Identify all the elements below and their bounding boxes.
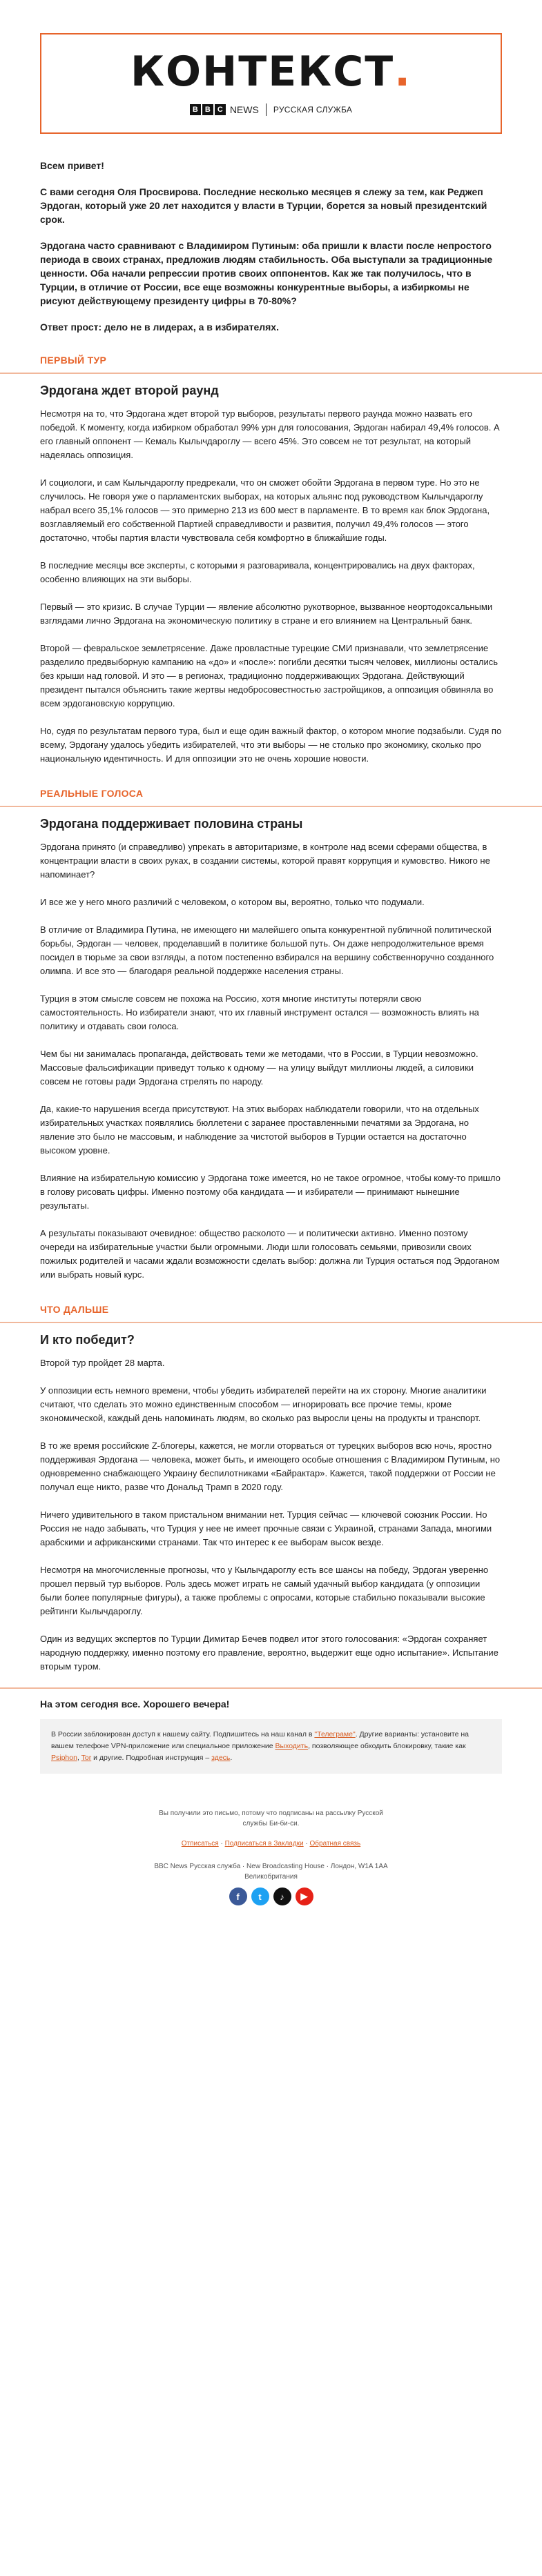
section-body <box>0 1349 542 1674</box>
paragraph: Первый — это кризис. В случае Турции — явление абсолютно рукотворное, вызванное неортодоксальными взглядами лично Эрдогана на экономическую политику в стране и его влиянием на Центральный банк. <box>40 602 493 626</box>
intro-paragraph: С вами сегодня Оля Просвирова. Последние несколько месяцев я слежу за тем, как Реджеп Эрдоган, который уже 20 лет находится у власти в Турции, борется за новый президентский срок. <box>40 186 487 225</box>
logo-dot: . <box>394 48 412 96</box>
paragraph: Ничего удивительного в таком пристальном внимании нет. Турция сейчас — ключевой союзник России. Но Россия не надо забывать, что Турция у нее не имеет прочные связи с Украиной, странами Запада, многими арабскими и африканскими странами. Так что интерес к ее выборам высок везде. <box>40 1509 492 1547</box>
notice-text: . Другие варианты: установите на вашем телефоне VPN-приложение или специальное приложение <box>51 1730 469 1750</box>
subscription-note: службы Би-би-си. <box>242 1820 300 1827</box>
paragraph: Эрдогана принято (и справедливо) упрекать в авторитаризме, в контроле над всеми сферами общества, в концентрации власти в своих руках, в создании системы, которой правят коррупция и кумовство. Никого не напоминает? <box>40 842 490 880</box>
paragraph: Второй тур пройдет 28 марта. <box>40 1358 165 1368</box>
masthead <box>40 33 502 134</box>
section-whats-next <box>0 1296 542 1674</box>
paragraph: Второй — февральское землетрясение. Даже провластные турецкие СМИ признавали, что землетрясение разделило предвыборную кампанию на «до» и «после»: погибли десятки тысяч человек, миллионы остались без крыши над головой. И это — в регионах, традиционно поддерживающих Эрдогана. Действующий президент пытался объяснить такие жертвы недобросовестностью застройщиков, а оппозиция обвиняла во всем эрдогановскую коррупцию. <box>40 643 499 709</box>
notice-text: . <box>230 1754 233 1762</box>
paragraph: Несмотря на многочисленные прогнозы, что у Кылычдароглу есть все шансы на победу, Эрдоган уверенно прошел первый тур выборов. Роль здесь может играть не самый удачный выбор кандидата (у оппозиции были более популярные фигуры), а также проблемы с опросами, которые стабильно показывали высокие рейтинги Кылычдароглу. <box>40 1565 489 1616</box>
section-first-round <box>0 346 542 766</box>
telegram-link[interactable]: "Телеграме" <box>314 1730 356 1738</box>
kontekst-logo <box>130 48 412 96</box>
section-label: ПЕРВЫЙ ТУР <box>0 346 542 374</box>
tor-link[interactable]: Tor <box>81 1754 92 1762</box>
notice-text: В России заблокирован доступ к нашему сайту. Подпишитесь на наш канал в <box>51 1730 315 1738</box>
feedback-link[interactable]: Обратная связь <box>309 1840 361 1847</box>
address: Великобритания <box>244 1873 298 1881</box>
notice-text: и другие. Подробная инструкция – <box>91 1754 212 1762</box>
paragraph: В то же время российские Z-блогеры, кажется, не могли оторваться от турецких выборов всю ночь, яростно поддерживая Эрдогана — человека, может быть, и имеющего особые отношения с Владимиром Путиным, но одновременно снабжающего Украину беспилотниками «Байрактар». Кажется, такой поддержки от России не получал еще никто, разве что Дональд Трамп в 2020 году. <box>40 1440 501 1492</box>
paragraph: И все же у него много различий с человеком, о котором вы, вероятно, только что подумали. <box>40 897 425 907</box>
paragraph: Но, судя по результатам первого тура, был и еще один важный фактор, о котором многие подзабыли. Судя по всему, Эрдогану удалось убедить избирателей, что эти выборы — не столько про экономику, сколько про национальную идентичность. И для оппозиции это не очень хорошие новости. <box>40 726 502 764</box>
bbc-russian-brand <box>190 103 352 116</box>
instructions-link[interactable]: здесь <box>211 1754 231 1762</box>
access-notice <box>40 1719 502 1774</box>
paragraph: Влияние на избирательную комиссию у Эрдогана тоже имеется, но не такое огромное, чтобы кому-то пришло в голову рисовать цифры. Именно поэтому оба кандидата — и избиратели — принимают нынешние результаты. <box>40 1173 501 1211</box>
footer-links <box>0 1839 542 1849</box>
bbc-logo <box>190 104 226 115</box>
section-heading: Эрдогана ждет второй раунд <box>40 384 219 397</box>
subscription-note: Вы получили это письмо, потому что подписаны на рассылку Русской <box>159 1810 383 1817</box>
notice-text: , <box>77 1754 81 1762</box>
paragraph: И социологи, и сам Кылычдароглу предрекали, что он сможет обойти Эрдогана в первом туре. Но это не случилось. Не говоря уже о парламентских выборах, на которых альянс под руководством Кылычдароглу набрал всего 35,1% голосов — это примерно 213 из 600 мест в парламенте. В то время как блок Эрдогана, возглавляемый его собственной Партией справедливости и развития, получил 49,4% голосов — этого достаточно, чтобы партия власти чувствовала себя комфортно в ближайшие годы. <box>40 477 490 543</box>
section-body <box>0 400 542 766</box>
news-label: NEWS <box>229 104 259 115</box>
app-link[interactable]: Выходить <box>275 1742 309 1750</box>
intro-paragraph: Ответ прост: дело не в лидерах, а в избирателях. <box>40 321 279 333</box>
paragraph: Несмотря на то, что Эрдогана ждет второй тур выборов, результаты первого раунда можно назвать его победой. К моменту, когда избирком обработал 99% урн для голосования, Эрдоган набирал 49,4% голосов. А его главный оппонент — Кемаль Кылычдароглу — всего 45%. Это совсем не тот результат, на который надеялась оппозиция. <box>40 408 500 460</box>
bbc-letter: B <box>202 104 213 115</box>
bbc-letter: C <box>215 104 226 115</box>
greeting: Всем привет! <box>40 160 104 171</box>
section-body <box>0 833 542 1282</box>
notice-text: , позволяющее обходить блокировку, такие как <box>308 1742 466 1750</box>
footer-sep: · <box>303 1840 310 1847</box>
paragraph: Турция в этом смысле совсем не похожа на Россию, хотя многие институты потеряли свою самостоятельность. Но избиратели знают, что их главный инструмент остался — возможность влиять на политику и отдавать свои голоса. <box>40 993 479 1031</box>
footer-sep: · <box>218 1840 225 1847</box>
footer <box>0 1774 542 1919</box>
paragraph: Один из ведущих экспертов по Турции Димитар Бечев подвел итог этого голосования: «Эрдоган сохраняет народную поддержку, именно поэтому его правление, вероятно, выдержит еще одно испытание». Испытание вторым туром. <box>40 1634 499 1672</box>
address: BBC News Русская служба · New Broadcasting House · Лондон, W1A 1AA <box>154 1863 388 1870</box>
intro <box>0 134 542 334</box>
social-links <box>0 1888 542 1919</box>
section-heading: И кто победит? <box>40 1333 135 1347</box>
logo-text: КОНТЕКСТ <box>130 48 395 96</box>
paragraph: У оппозиции есть немного времени, чтобы убедить избирателей перейти на их сторону. Многие аналитики считают, что сделать это можно единственным способом — игнорировать все прочие темы, кроме экономической, каждый день напоминать людям, во сколько раз выросли цены на продукты и транспорт. <box>40 1385 487 1423</box>
paragraph: А результаты показывают очевидное: общество расколото — и политически активно. Именно поэтому очереди на избирательные участки были огромными. Люди шли голосовать семьями, привозили своих пожилых родителей и часами ждали возможности сделать выбор: должна ли Турция остаться под Эрдоганом или выбрать новый курс. <box>40 1228 500 1280</box>
paragraph: В отличие от Владимира Путина, не имеющего ни малейшего опыта конкурентной публичной политической борьбы, Эрдоган — человек, проделавший в политике большой путь. Он даже непродолжительное время посидел в тюрьме за свои взгляды, а потом постепенно взбирался на вершину собственноручно созданного олимпа. И все это — благодаря реальной поддержке населения страны. <box>40 924 494 976</box>
unsubscribe-link[interactable]: Отписаться <box>181 1840 219 1847</box>
psiphon-link[interactable]: Psiphon <box>51 1754 77 1762</box>
bookmarks-link[interactable]: Подписаться в Закладки <box>224 1840 304 1847</box>
paragraph: В последние месяцы все эксперты, с которыми я разговаривала, концентрировались на двух факторах, особенно влияющих на эти выборы. <box>40 560 475 584</box>
section-real-votes <box>0 780 542 1282</box>
closing-line: На этом сегодня все. Хорошего вечера! <box>40 1698 230 1710</box>
youtube-icon[interactable]: ▶ <box>296 1888 313 1905</box>
facebook-icon[interactable]: f <box>229 1888 247 1905</box>
paragraph: Чем бы ни занималась пропаганда, действовать теми же методами, что в России, в Турции невозможно. Массовые фальсификации приведут только к одному — на улицу выйдут миллионы людей, а силовики совсем не готовы ради Эрдогана стрелять по народу. <box>40 1049 478 1087</box>
tiktok-icon[interactable]: ♪ <box>273 1888 291 1905</box>
section-label: РЕАЛЬНЫЕ ГОЛОСА <box>0 780 542 807</box>
brand-divider <box>266 103 267 116</box>
service-label: РУССКАЯ СЛУЖБА <box>273 105 353 115</box>
section-heading: Эрдогана поддерживает половина страны <box>40 817 303 831</box>
section-label: ЧТО ДАЛЬШЕ <box>0 1296 542 1323</box>
paragraph: Да, какие-то нарушения всегда присутствуют. На этих выборах наблюдатели говорили, что на отдельных избирательных участках появлялись бюллетени с заранее проставленными печатями за Эрдогана, но явление это было не массовым, и наблюдение за чистотой выборов в Турции остается на достаточно высоком уровне. <box>40 1104 479 1156</box>
intro-paragraph: Эрдогана часто сравнивают с Владимиром Путиным: оба пришли к власти после непростого периода в своих странах, предложив людям стабильность. Оба выступали за традиционные ценности. Оба начали репрессии против своих оппонентов. Как же так получилось, что в Турции, в отличие от России, все еще возможны конкурентные выборы, а избиркомы не рисуют действующему президенту цифры в 70-80%? <box>40 240 493 306</box>
newsletter <box>0 33 542 1919</box>
bbc-letter: B <box>190 104 201 115</box>
twitter-icon[interactable]: t <box>251 1888 269 1905</box>
